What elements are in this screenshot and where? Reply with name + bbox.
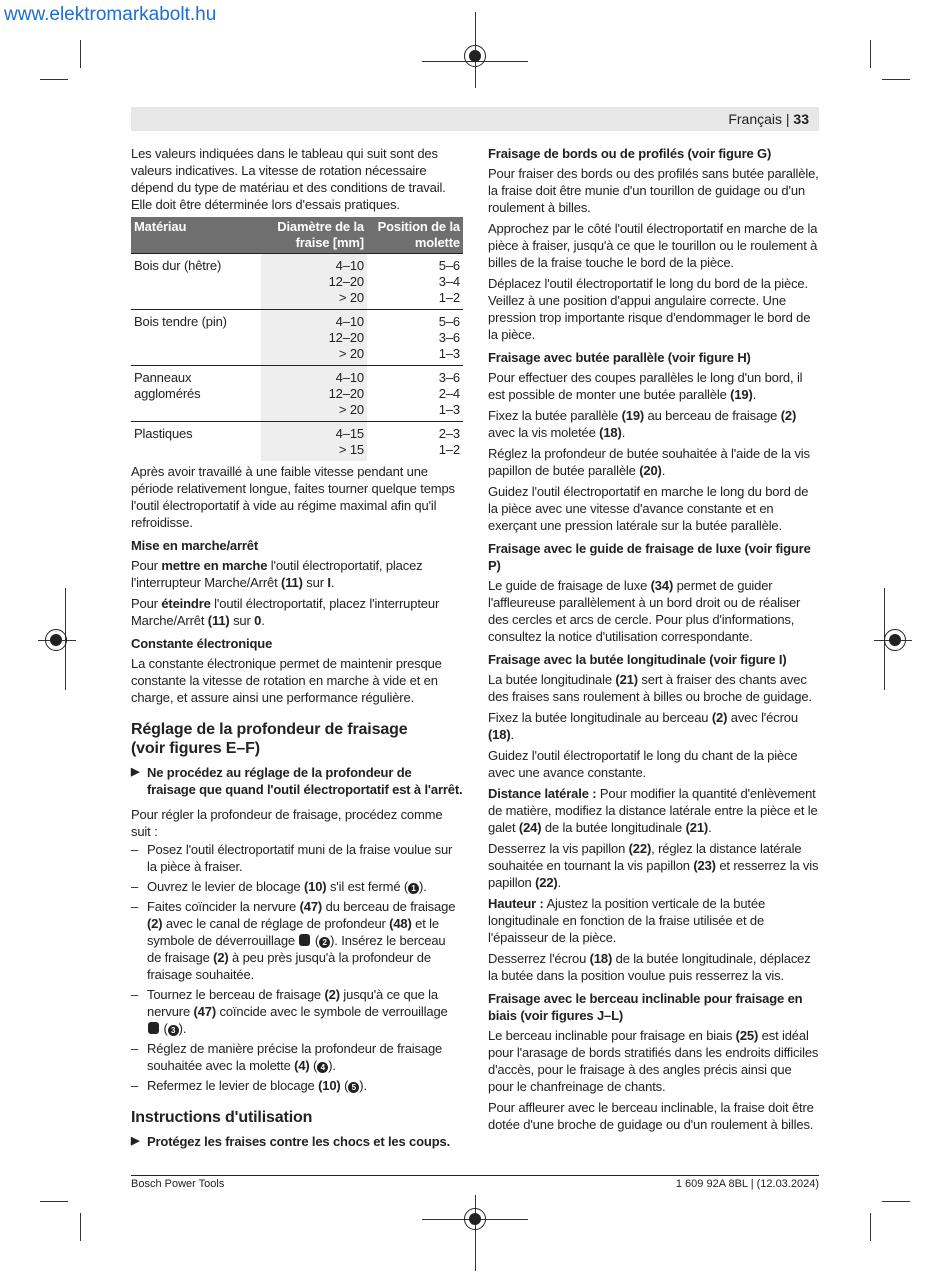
section-heading-inclinable: Fraisage avec le berceau inclinable pour fraisage en biais (voir figures J–L) (488, 991, 803, 1023)
table-cell-position: 5–6 3–6 1–3 (367, 310, 463, 366)
depth-warning: ▶ Ne procédez au réglage de la profondeur de fraisage que quand l'outil électroportatif est à l'arrêt. (131, 764, 463, 798)
list-item: – Faites coïncider la nervure (47) du berceau de fraisage (2) avec le canal de réglage de profondeur (48) et le symbole de déverrouillage ( 2 ). Insérez le berceau de fraisage (2) à peu près jusqu'à la profondeur de fraisage souhaitée. (131, 898, 463, 983)
footer-doc-id: 1 609 92A 8BL | (12.03.2024) (675, 1178, 819, 1190)
table-row (131, 254, 463, 310)
incl-paragraph-2: Pour affleurer avec le berceau inclinable, la fraise doit être dotée d'une broche de guidage ou d'un roulement à billes. (488, 1100, 814, 1132)
crop-mark (475, 1195, 476, 1271)
table-cell-position: 3–6 2–4 1–3 (367, 366, 463, 422)
table-cell-material: Bois tendre (pin) (131, 310, 261, 366)
after-table-text: Après avoir travaillé à une faible vitesse pendant une période relativement longue, faites tourner quelque temps l'outil électroportatif à vide au régime maximal afin qu'il refroidisse. (131, 464, 455, 530)
crop-mark (40, 79, 68, 80)
long-paragraph-4: Distance latérale : Pour modifier la quantité d'enlèvement de matière, modifiez la distance latérale entre la pièce et le galet (24) de la butée longitudinale (21). (488, 786, 818, 835)
site-url-link[interactable]: www.elektromarkabolt.hu (4, 4, 217, 25)
edges-paragraph-2: Approchez par le côté l'outil électroportatif en marche de la pièce à fraiser, jusqu'à ce que le tourillon ou le roulement à billes de la fraise touche le bord de la pièce. (488, 221, 818, 270)
footer-brand: Bosch Power Tools (131, 1178, 225, 1190)
long-paragraph-3: Guidez l'outil électroportatif le long du chant de la pièce avec une avance constante. (488, 748, 798, 780)
long-paragraph-5: Desserrez la vis papillon (22), réglez la distance latérale souhaitée en tournant la vis papillon (23) et resserrez la vis papillon (22). (488, 841, 819, 890)
unlock-icon (299, 934, 310, 946)
long-paragraph-6: Hauteur : Ajustez la position verticale de la butée longitudinale en fonction de la fraise utilisée et de l'épaisseur de la pièce. (488, 896, 766, 945)
list-item: – Réglez de manière précise la profondeur de fraisage souhaitée avec la molette (4) ( 4 ). (131, 1040, 463, 1074)
crop-mark (882, 79, 910, 80)
speed-table (131, 217, 463, 461)
long-paragraph-2: Fixez la butée longitudinale au berceau (2) avec l'écrou (18). (488, 710, 798, 742)
registration-mark-icon (884, 629, 906, 651)
table-cell-diameter: 4–10 12–20 > 20 (261, 366, 367, 422)
table-cell-diameter: 4–10 12–20 > 20 (261, 254, 367, 310)
lock-icon (148, 1022, 159, 1034)
crop-mark (882, 1201, 910, 1202)
registration-mark-icon (464, 45, 486, 67)
usage-warning: ▶ Protégez les fraises contre les chocs et les coups. (131, 1133, 463, 1150)
list-item: – Refermez le levier de blocage (10) ( 5 ). (131, 1077, 463, 1094)
section-heading-longitudinal: Fraisage avec la butée longitudinale (voir figure I) (488, 652, 787, 667)
step-number-icon: 2 (319, 937, 330, 948)
section-heading-luxe: Fraisage avec le guide de fraisage de luxe (voir figure P) (488, 541, 811, 573)
depth-steps-list (131, 841, 463, 1094)
edges-paragraph-3: Déplacez l'outil électroportatif le long du bord de la pièce. Veillez à une position d'appui angulaire correcte. Une pression trop importante risque d'endommager le bord de la pièce. (488, 276, 811, 342)
section-heading-onoff: Mise en marche/arrêt (131, 538, 259, 553)
table-header-position: Position de la molette (367, 217, 463, 254)
step-number-icon: 5 (348, 1082, 359, 1093)
header-separator: | (785, 111, 790, 127)
header-language: Français (728, 111, 782, 127)
section-heading-depth: Réglage de la profondeur de fraisage (voir figures E–F) (131, 721, 408, 757)
crop-mark (870, 40, 871, 68)
step-number-icon: 1 (408, 883, 419, 894)
step-number-icon: 3 (168, 1025, 179, 1036)
luxe-paragraph: Le guide de fraisage de luxe (34) permet de guider l'affleureuse parallèlement à un bord droit ou de réaliser des cercles et arcs de cercle. Pour plus d'informations, consultez la notice d'utilisation correspondante. (488, 578, 801, 644)
footer-rule (131, 1175, 819, 1176)
list-item: – Posez l'outil électroportatif muni de la fraise voulue sur la pièce à fraiser. (131, 841, 463, 875)
table-cell-diameter: 4–10 12–20 > 20 (261, 310, 367, 366)
right-column (488, 145, 820, 1137)
long-paragraph-1: La butée longitudinale (21) sert à fraiser des chants avec des fraises sans roulement à billes ou broche de guidage. (488, 672, 812, 704)
section-heading-constant: Constante électronique (131, 636, 273, 651)
list-item: – Tournez le berceau de fraisage (2) jusqu'à ce que la nervure (47) coïncide avec le symbole de verrouillage ( 3 ). (131, 986, 463, 1037)
table-intro: Les valeurs indiquées dans le tableau qui suit sont des valeurs indicatives. La vitesse de rotation nécessaire dépend du type de matériau et des conditions de travail. Elle doit être déterminée lors d'essais pratiques. (131, 146, 446, 212)
table-header-diameter: Diamètre de la fraise [mm] (261, 217, 367, 254)
table-row (131, 310, 463, 366)
parallel-paragraph-2: Fixez la butée parallèle (19) au berceau de fraisage (2) avec la vis moletée (18). (488, 408, 797, 440)
onoff-paragraph-2: Pour éteindre l'outil électroportatif, placez l'interrupteur Marche/Arrêt (11) sur 0. (131, 596, 440, 628)
table-cell-material: Plastiques (131, 422, 261, 462)
parallel-paragraph-1: Pour effectuer des coupes parallèles le long d'un bord, il est possible de monter une butée parallèle (19). (488, 370, 803, 402)
table-cell-position: 5–6 3–4 1–2 (367, 254, 463, 310)
registration-mark-icon (464, 1208, 486, 1230)
edges-paragraph-1: Pour fraiser des bords ou des profilés sans butée parallèle, la fraise doit être munie d'un tourillon de guidage ou d'un roulement à billes. (488, 166, 819, 215)
parallel-paragraph-3: Réglez la profondeur de butée souhaitée à l'aide de la vis papillon de butée parallèle (20). (488, 446, 810, 478)
table-cell-position: 2–3 1–2 (367, 422, 463, 462)
crop-mark (870, 1213, 871, 1241)
section-heading-edges: Fraisage de bords ou de profilés (voir figure G) (488, 146, 772, 161)
crop-mark (80, 40, 81, 68)
table-header-material: Matériau (131, 217, 261, 254)
page-header (131, 107, 819, 131)
table-cell-material: Panneaux agglomérés (131, 366, 261, 422)
page-number: 33 (793, 111, 809, 127)
section-heading-parallel: Fraisage avec butée parallèle (voir figure H) (488, 350, 751, 365)
step-number-icon: 4 (317, 1062, 328, 1073)
depth-intro: Pour régler la profondeur de fraisage, procédez comme suit : (131, 807, 443, 839)
page-header-text (728, 111, 809, 127)
table-header-row (131, 217, 463, 254)
table-row (131, 422, 463, 462)
crop-mark (40, 1201, 68, 1202)
section-heading-usage: Instructions d'utilisation (131, 1109, 313, 1126)
parallel-paragraph-4: Guidez l'outil électroportatif en marche le long du bord de la pièce avec une vitesse d'avance constante et en exerçant une pression latérale sur la butée parallèle. (488, 484, 809, 533)
crop-mark (80, 1213, 81, 1241)
table-cell-material: Bois dur (hêtre) (131, 254, 261, 310)
left-column (131, 145, 463, 1158)
incl-paragraph-1: Le berceau inclinable pour fraisage en biais (25) est idéal pour l'arasage de bords stratifiés dans les endroits difficiles d'accès, pour le fraisage à des angles précis ainsi que pour le chanfreinage de chants. (488, 1028, 819, 1094)
long-paragraph-7: Desserrez l'écrou (18) de la butée longitudinale, déplacez la butée dans la position voulue puis resserrez la vis. (488, 951, 811, 983)
table-row (131, 366, 463, 422)
list-item: – Ouvrez le levier de blocage (10) s'il est fermé ( 1 ). (131, 878, 463, 895)
constant-paragraph: La constante électronique permet de maintenir presque constante la vitesse de rotation en marche à vide et en charge, et assure ainsi une performance régulière. (131, 656, 442, 705)
table-cell-diameter: 4–15 > 15 (261, 422, 367, 462)
onoff-paragraph-1: Pour mettre en marche l'outil électroportatif, placez l'interrupteur Marche/Arrêt (11) sur I. (131, 558, 423, 590)
registration-mark-icon (45, 629, 67, 651)
